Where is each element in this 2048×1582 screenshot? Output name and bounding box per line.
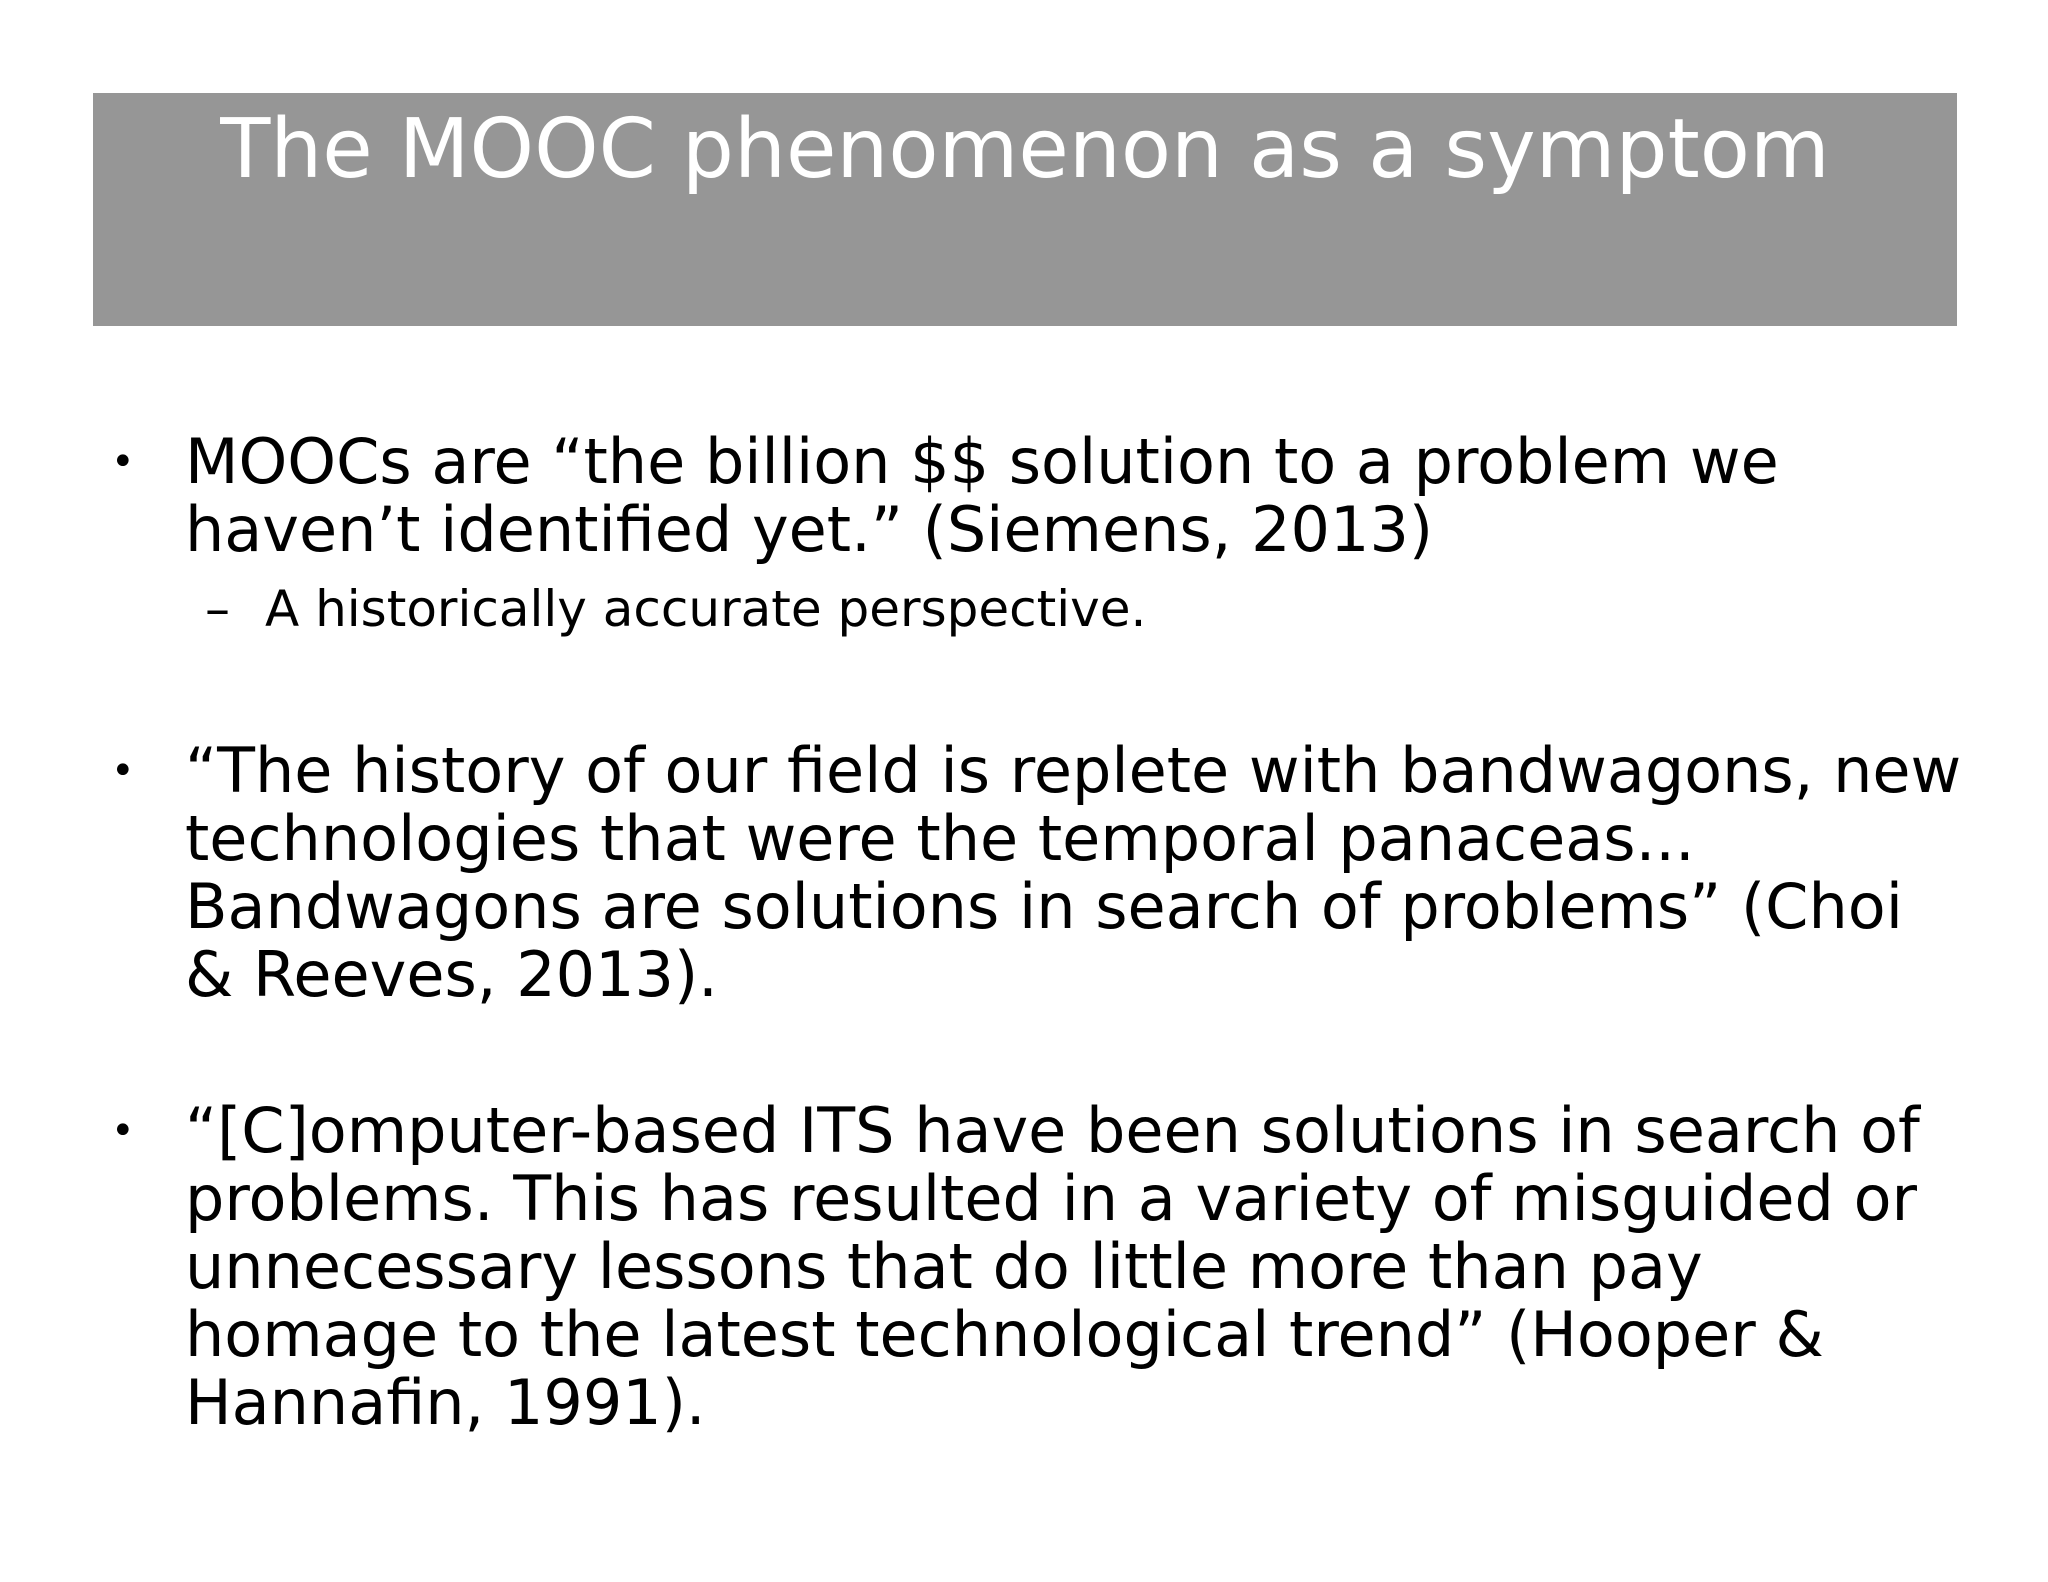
bullet-text: “[C]omputer-based ITS have been solutions in search of problems. This has resulted in a variety of misguided or unnecessary lessons that do little more than pay homage to the latest technological trend” (Hooper & Hannafin, 1991). bbox=[185, 1094, 1920, 1439]
bullet-marker: • bbox=[111, 1108, 135, 1154]
sub-bullet-marker: – bbox=[205, 580, 230, 638]
bullet-text: “The history of our field is replete with bandwagons, new technologies that were the temporal panaceas... Bandwagons are solutions in search of problems” (Choi & Reeves, 2013). bbox=[185, 734, 1962, 1011]
bullet-marker: • bbox=[111, 748, 135, 794]
sub-bullet-text: A historically accurate perspective. bbox=[265, 580, 1147, 638]
slide-title: The MOOC phenomenon as a symptom bbox=[220, 102, 1830, 197]
bullet-text: MOOCs are “the billion $$ solution to a problem we haven’t identified yet.” (Siemens, 2013) bbox=[185, 425, 1779, 566]
bullet-marker: • bbox=[111, 439, 135, 485]
